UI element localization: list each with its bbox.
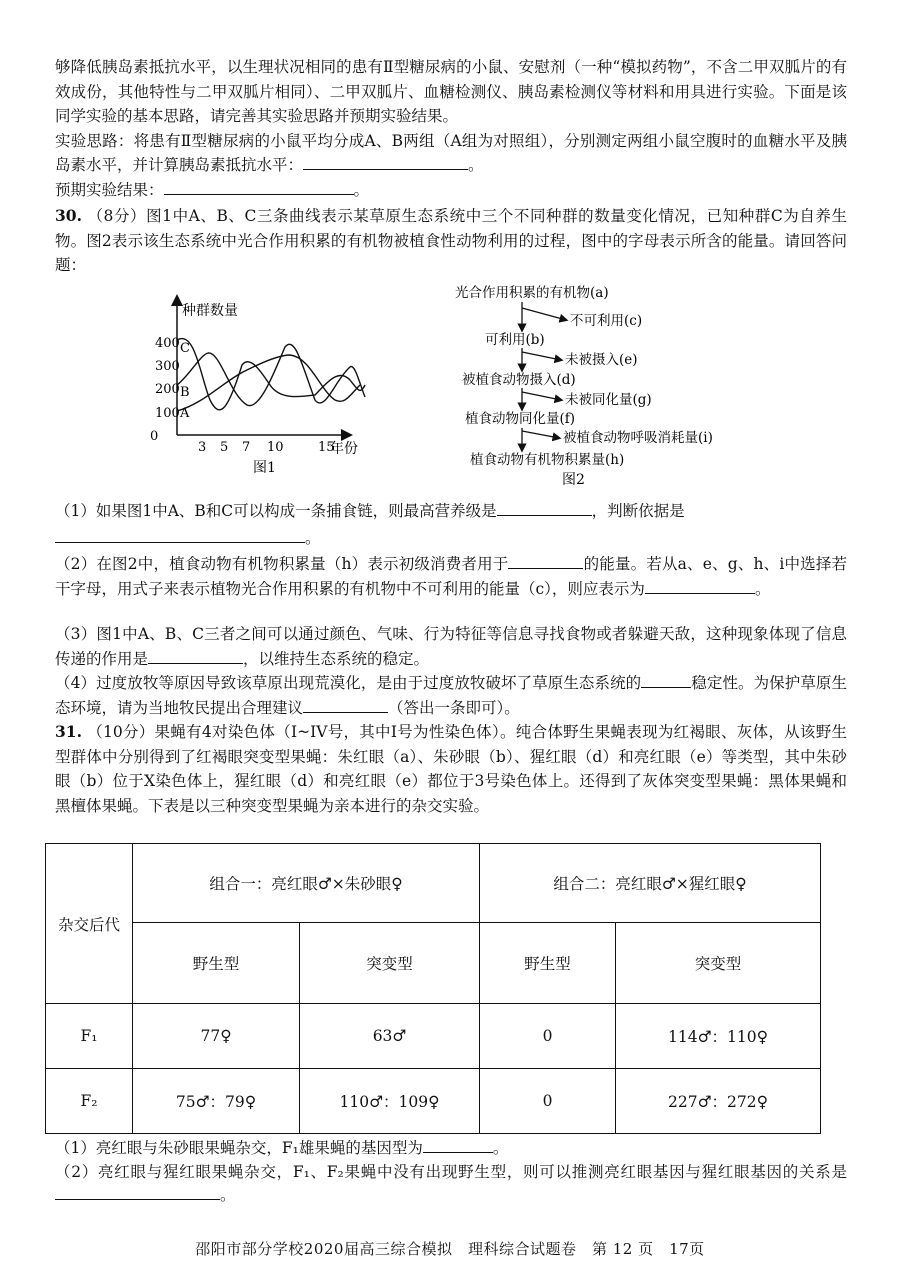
question-text: ，以维持生态系统的稳定。 — [243, 649, 430, 668]
subheader: 野生型 — [133, 923, 300, 1004]
q30-part3 — [55, 622, 847, 671]
question-text: （1）如果图1中A、B和C可以构成一条捕食链，则最高营养级是 — [55, 502, 497, 520]
series-label-a: A — [180, 406, 190, 421]
figure-caption: 图1 — [253, 460, 276, 476]
table-row — [46, 1069, 821, 1134]
table-cell: 77♀ — [133, 1004, 300, 1069]
question-text: （4）过度放牧等原因导致该草原出现荒漠化，是由于过度放牧破坏了草原生态系统的 — [55, 674, 642, 692]
question-text: 。 — [220, 1186, 236, 1204]
q30-part4 — [55, 671, 847, 720]
q30-part1: （1）如果图1中A、B和C可以构成一条捕食链，则最高营养级是 ，判断依据是 。 — [55, 502, 685, 547]
question-text: 的能量。若从a、e、g、h、i中选择若干字母，用式子来表示植物光合作用积累的有机物中不可利用的能量（c），则应表示为 — [55, 555, 847, 598]
y-tick: 300 — [155, 359, 180, 374]
question-text: （1）亮红眼与朱砂眼果蝇杂交，F₁雄果蝇的基因型为 — [55, 1139, 423, 1157]
q31-stem — [55, 720, 847, 818]
cross-results-table — [45, 843, 821, 1134]
answer-blank[interactable] — [497, 501, 592, 516]
y-tick: 200 — [155, 382, 180, 397]
question-text: 稳定性。为保护草原生态环境，请为当地牧民提出合理建议 — [55, 674, 847, 717]
question-text: ，判断依据是 — [591, 502, 685, 520]
question-text: （8分）图1中A、B、C三条曲线表示某草原生态系统中三个不同种群的数量变化情况，已知种群C为自养生物。图2表示该生态系统中光合作用积累的有机物被植食性动物利用的过程，图中的字母表示所含的能量。请回答问题： — [55, 207, 847, 275]
question-text: （2）亮红眼与猩红眼果蝇杂交，F₁、F₂果蝇中没有出现野生型，则可以推测亮红眼基因与猩红眼基因的关系是 — [55, 1162, 847, 1181]
answer-blank[interactable] — [303, 698, 388, 713]
curve-b — [177, 344, 365, 405]
group-header: 组合一：亮红眼♂×朱砂眼♀ — [133, 844, 480, 923]
answer-blank[interactable] — [164, 180, 354, 195]
table-cell: 110♂：109♀ — [300, 1069, 480, 1134]
expected-result-label: 预期实验结果： — [55, 180, 164, 199]
row-label: F₁ — [46, 1004, 133, 1069]
question-text: （3）图1中A、B、C三者之间可以通过颜色、气味、行为特征等信息寻找食物或者躲避天敌，这种现象体现了信息传递的作用是 — [55, 625, 847, 668]
q30-stem — [55, 204, 847, 278]
flow-node: 植食动物同化量(f) — [465, 411, 576, 427]
table-cell: 227♂：272♀ — [616, 1069, 821, 1134]
flow-branch: 被植食动物呼吸消耗量(i) — [563, 430, 713, 446]
figure-1-chart — [150, 285, 420, 485]
x-tick: 3 — [198, 440, 207, 455]
x-axis-label: 年份 — [330, 441, 358, 457]
table-cell: 0 — [480, 1004, 616, 1069]
flow-node: 被植食动物摄入(d) — [462, 372, 576, 388]
answer-blank[interactable] — [508, 554, 583, 569]
answer-blank[interactable] — [303, 155, 468, 170]
table-cell: 114♂：110♀ — [616, 1004, 821, 1069]
series-label-b: B — [180, 385, 190, 400]
flow-branch: 未被摄入(e) — [565, 352, 638, 368]
x-tick: 15 — [318, 440, 335, 455]
question-text: （10分）果蝇有4对染色体（I~IV号，其中I号为性染色体）。纯合体野生果蝇表现为红褐眼、灰体，从该野生型群体中分别得到了红褐眼突变型果蝇：朱红眼（a）、朱砂眼（b）、猩红眼（d）和亮红眼（e）等类型，其中朱砂眼（b）位于X染色体上，猩红眼（d）和亮红眼（e）都位于3号染色体上。还得到了灰体突变型果蝇：黑体果蝇和黑檀体果蝇。下表是以三种突变型果蝇为亲本进行的杂交实验。 — [55, 723, 847, 815]
intro-text: 够降低胰岛素抵抗水平，以生理状况相同的患有Ⅱ型糖尿病的小鼠、安慰剂（一种“模拟药物”，不含二甲双胍片的有效成份，其他特性与二甲双胍片相同）、二甲双胍片、血糖检测仪、胰岛素检测仪等材料和用具进行实验。下面是该同学实验的基本思路，请完善其实验思路并预期实验结果。 — [55, 58, 847, 126]
y-tick: 100 — [155, 406, 180, 421]
flow-node: 植食动物有机物积累量(h) — [470, 452, 625, 468]
y-axis-label: 种群数量 — [182, 303, 238, 319]
x-tick: 5 — [220, 440, 229, 455]
table-cell: 0 — [480, 1069, 616, 1134]
answer-blank[interactable] — [148, 649, 243, 664]
subheader: 突变型 — [616, 923, 821, 1004]
y-tick: 400 — [155, 336, 180, 351]
subheader: 野生型 — [480, 923, 616, 1004]
q31-part1 — [55, 1137, 847, 1208]
series-label-c: C — [180, 341, 190, 356]
x-tick: 10 — [267, 440, 284, 455]
question-text: 。 — [492, 1139, 509, 1157]
flow-node: 可利用(b) — [485, 332, 545, 348]
row-label: F₂ — [46, 1069, 133, 1134]
flow-branch: 不可利用(c) — [570, 313, 643, 329]
table-row — [46, 1004, 821, 1069]
table-cell: 63♂ — [300, 1004, 480, 1069]
figure-caption: 图2 — [562, 472, 585, 488]
row-header: 杂交后代 — [46, 844, 133, 1004]
answer-blank[interactable] — [55, 528, 305, 543]
figure-2-flowchart — [440, 280, 800, 490]
q30-part2: （2）在图2中，植食动物有机物积累量（h）表示初级消费者用于 的能量。若从a、e、g、h、i中选择若干字母，用式子来表示植物光合作用积累的有机物中不可利用的能量（c），则应表示为 。 — [55, 555, 847, 598]
group-header: 组合二：亮红眼♂×猩红眼♀ — [480, 844, 821, 923]
question-number: 31. — [55, 722, 82, 741]
y-tick: 0 — [150, 429, 159, 444]
table-cell: 75♂：79♀ — [133, 1069, 300, 1134]
x-tick: 7 — [242, 440, 251, 455]
flow-node: 光合作用积累的有机物(a) — [455, 285, 609, 301]
intro-paragraph: 够降低胰岛素抵抗水平，以生理状况相同的患有Ⅱ型糖尿病的小鼠、安慰剂（一种“模拟药物”，不含二甲双胍片的有效成份，其他特性与二甲双胍片相同）、二甲双胍片、血糖检测仪、胰岛素检测仪等材料和用具进行实验。下面是该同学实验的基本思路，请完善其实验思路并预期实验结果。 实验思路：将患有Ⅱ型糖尿病的小鼠平均分成A、B两组（A组为对照组），分别测定两组小鼠空腹时的血糖水平及胰岛素水平，并计算胰岛素抵抗水平： 。 预期实验结果： 。 — [55, 58, 847, 199]
answer-blank[interactable] — [55, 1185, 220, 1200]
question-text: （2）在图2中，植食动物有机物积累量（h）表示初级消费者用于 — [55, 555, 509, 573]
answer-blank[interactable] — [641, 673, 691, 688]
flow-branch: 未被同化量(g) — [565, 392, 652, 408]
question-text: （答出一条即可）。 — [388, 698, 520, 717]
question-number: 30. — [55, 206, 82, 225]
subheader: 突变型 — [300, 923, 480, 1004]
experiment-idea: 实验思路：将患有Ⅱ型糖尿病的小鼠平均分成A、B两组（A组为对照组），分别测定两组小鼠空腹时的血糖水平及胰岛素水平，并计算胰岛素抵抗水平： — [55, 131, 847, 175]
curve-c — [177, 339, 365, 410]
answer-blank[interactable] — [423, 1138, 493, 1153]
page-footer: 邵阳市部分学校2020届高三综合模拟 理科综合试题卷 第 12 页 17页 — [195, 1240, 705, 1258]
answer-blank[interactable] — [645, 579, 755, 594]
